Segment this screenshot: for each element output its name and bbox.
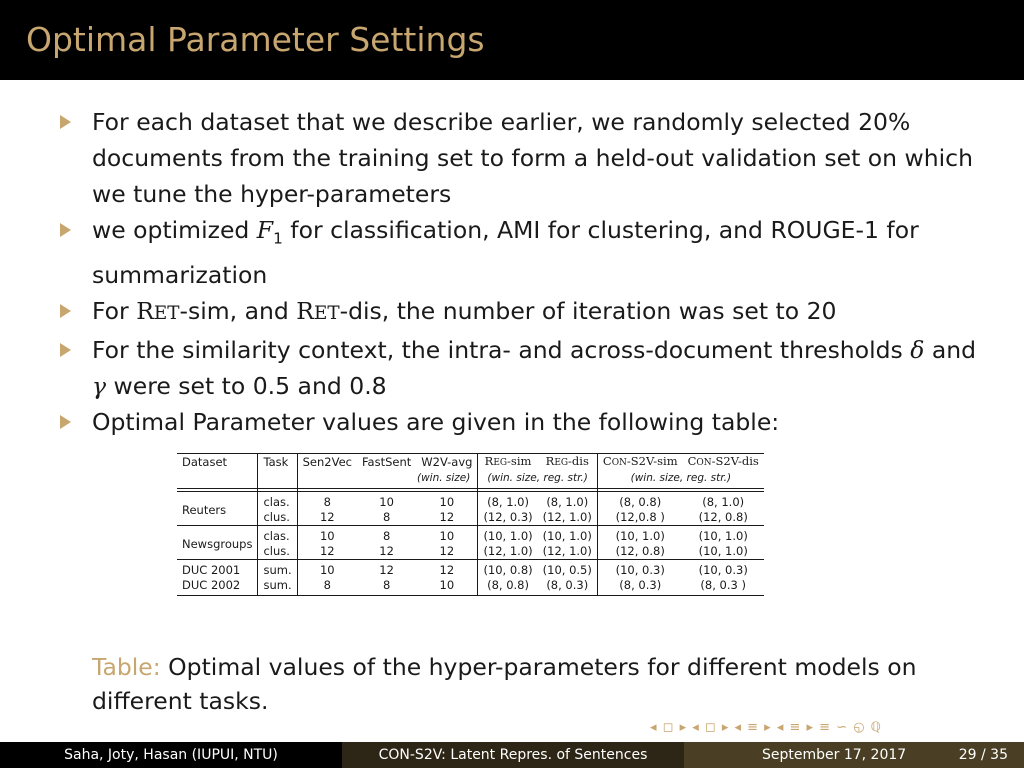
subheader-reg: (win. size, reg. str.) bbox=[478, 471, 597, 489]
caption-label: Table: bbox=[92, 653, 161, 681]
cell-regsim: (12, 0.3) bbox=[478, 510, 538, 526]
header-regsim: REG-sim bbox=[478, 454, 538, 472]
cell-regsim: (10, 1.0) bbox=[478, 526, 538, 545]
cell-regsim: (8, 0.8) bbox=[478, 578, 538, 596]
cell-w2vavg: 12 bbox=[439, 544, 455, 558]
bullet-item bbox=[58, 212, 988, 293]
cell-regdis: (10, 1.0) bbox=[538, 526, 598, 545]
cell-dataset: Reuters bbox=[177, 492, 258, 526]
table-row bbox=[177, 526, 764, 545]
cell-w2vavg: 10 bbox=[416, 578, 478, 596]
cell-dataset: DUC 2001 bbox=[177, 560, 258, 579]
cell-consim: (12, 0.8) bbox=[597, 544, 682, 560]
bullet-list bbox=[58, 104, 988, 440]
footer-right bbox=[684, 742, 1024, 768]
bullet-item bbox=[58, 293, 988, 332]
cell-condis: (10, 1.0) bbox=[698, 544, 748, 558]
cell-w2vavg: 10 bbox=[416, 492, 478, 511]
table-caption bbox=[92, 650, 972, 718]
cell-w2vavg: 12 bbox=[439, 510, 455, 524]
cell-regdis: (8, 1.0) bbox=[538, 492, 598, 511]
bullet-text: -dis, the number of iteration was set to 20 bbox=[339, 296, 837, 325]
subheader-winsize: (win. size) bbox=[416, 472, 471, 484]
footer-bar bbox=[0, 742, 1024, 768]
bullet-triangle-icon bbox=[60, 223, 71, 237]
table-row bbox=[177, 492, 764, 511]
cell-task: clus. bbox=[258, 510, 297, 526]
bullet-triangle-icon bbox=[60, 415, 71, 429]
cell-condis: (8, 1.0) bbox=[683, 492, 764, 511]
bullet-text: -sim, and bbox=[179, 296, 297, 325]
cell-dataset: DUC 2002 bbox=[177, 578, 258, 596]
bullet-triangle-icon bbox=[60, 115, 71, 129]
math-f: F bbox=[256, 216, 274, 244]
cell-sen2vec: 10 bbox=[297, 560, 357, 579]
cell-regdis: (12, 1.0) bbox=[542, 544, 592, 558]
table-row bbox=[177, 510, 764, 526]
table-row bbox=[177, 544, 764, 560]
cell-fastsent: 12 bbox=[379, 544, 394, 558]
cell-consim: (8, 0.8) bbox=[597, 492, 682, 511]
cell-regsim: (8, 1.0) bbox=[478, 492, 538, 511]
bullet-triangle-icon bbox=[60, 343, 71, 357]
bullet-text: For each dataset that we describe earlier, we randomly selected 20% documents from the training set to form a held-out validation set on which we tune the hyper-parameters bbox=[92, 108, 973, 208]
cell-regdis: (8, 0.3) bbox=[538, 578, 598, 596]
cell-dataset: Newsgroups bbox=[177, 526, 258, 560]
math-subscript: 1 bbox=[273, 229, 283, 248]
bullet-text: Optimal Parameter values are given in the following table: bbox=[92, 407, 780, 436]
cell-sen2vec: 8 bbox=[297, 492, 357, 511]
header-consim: CON-S2V-sim bbox=[597, 454, 682, 472]
math-delta: δ bbox=[910, 335, 925, 364]
bullet-item bbox=[58, 404, 988, 440]
table-row bbox=[177, 560, 764, 579]
cell-condis: (12, 0.8) bbox=[698, 510, 748, 524]
footer-authors: Saha, Joty, Hasan (IUPUI, NTU) bbox=[0, 742, 342, 768]
bullet-item bbox=[58, 104, 988, 212]
cell-regdis: (10, 0.5) bbox=[538, 560, 598, 579]
cell-task: clus. bbox=[258, 544, 297, 560]
ret-smallcaps: RET bbox=[296, 296, 340, 325]
beamer-navigation-icons[interactable]: ◂ ◻ ▸ ◂ ◻ ▸ ◂ ≡ ▸ ◂ ≡ ▸ ≡ ∽ ◵ ℚ bbox=[650, 720, 882, 735]
cell-condis: (10, 0.3) bbox=[683, 560, 764, 579]
table-row bbox=[177, 578, 764, 596]
header-sen2vec: Sen2Vec bbox=[297, 454, 357, 472]
cell-task: sum. bbox=[258, 578, 297, 596]
slide-title: Optimal Parameter Settings bbox=[26, 20, 485, 59]
cell-consim: (8, 0.3) bbox=[597, 578, 682, 596]
bullet-item bbox=[58, 332, 988, 404]
caption-text: Optimal values of the hyper-parameters for different models on different tasks. bbox=[92, 653, 917, 715]
cell-consim: (10, 1.0) bbox=[597, 526, 682, 545]
header-fastsent: FastSent bbox=[357, 454, 416, 472]
header-condis: CON-S2V-dis bbox=[683, 454, 764, 472]
header-dataset: Dataset bbox=[177, 454, 258, 472]
cell-sen2vec: 12 bbox=[297, 510, 357, 526]
footer-page-number: 29 / 35 bbox=[958, 747, 1008, 763]
bullet-text: we optimized bbox=[92, 216, 257, 244]
bullet-triangle-icon bbox=[60, 304, 71, 318]
cell-w2vavg: 12 bbox=[416, 560, 478, 579]
cell-condis: (10, 1.0) bbox=[683, 526, 764, 545]
cell-fastsent: 8 bbox=[357, 526, 416, 545]
cell-sen2vec: 10 bbox=[297, 526, 357, 545]
cell-consim: (10, 0.3) bbox=[597, 560, 682, 579]
header-task: Task bbox=[258, 454, 297, 472]
cell-sen2vec: 12 bbox=[297, 544, 357, 560]
cell-regsim: (10, 0.8) bbox=[478, 560, 538, 579]
cell-task: clas. bbox=[258, 492, 297, 511]
cell-fastsent: 12 bbox=[357, 560, 416, 579]
cell-condis: (8, 0.3 ) bbox=[683, 578, 764, 596]
bullet-text: were set to 0.5 and 0.8 bbox=[106, 371, 387, 400]
subheader-con: (win. size, reg. str.) bbox=[597, 471, 763, 489]
cell-fastsent: 8 bbox=[357, 578, 416, 596]
header-w2vavg: W2V-avg bbox=[416, 454, 478, 472]
cell-fastsent: 8 bbox=[382, 510, 391, 524]
cell-w2vavg: 10 bbox=[416, 526, 478, 545]
bullet-text: For bbox=[92, 296, 137, 325]
parameters-table bbox=[177, 453, 764, 596]
cell-sen2vec: 8 bbox=[297, 578, 357, 596]
math-gamma: γ bbox=[92, 371, 107, 400]
cell-consim: (12,0.8 ) bbox=[597, 510, 682, 526]
table-subheader-row bbox=[177, 471, 764, 489]
header-regdis: REG-dis bbox=[538, 454, 598, 472]
footer-date: September 17, 2017 bbox=[762, 747, 907, 763]
bullet-text: For the similarity context, the intra- and across-document thresholds bbox=[92, 335, 911, 364]
ret-smallcaps: RET bbox=[136, 296, 180, 325]
bullet-text: for classification, AMI for clustering, and ROUGE-1 for summarization bbox=[92, 216, 919, 289]
cell-fastsent: 10 bbox=[357, 492, 416, 511]
bullet-text: and bbox=[924, 335, 977, 364]
cell-task: sum. bbox=[258, 560, 297, 579]
cell-regsim: (12, 1.0) bbox=[478, 544, 538, 560]
cell-regdis: (12, 1.0) bbox=[542, 510, 592, 524]
title-bar bbox=[0, 0, 1024, 80]
footer-short-title: CON-S2V: Latent Repres. of Sentences bbox=[342, 742, 684, 768]
table-header-row bbox=[177, 454, 764, 472]
cell-task: clas. bbox=[258, 526, 297, 545]
